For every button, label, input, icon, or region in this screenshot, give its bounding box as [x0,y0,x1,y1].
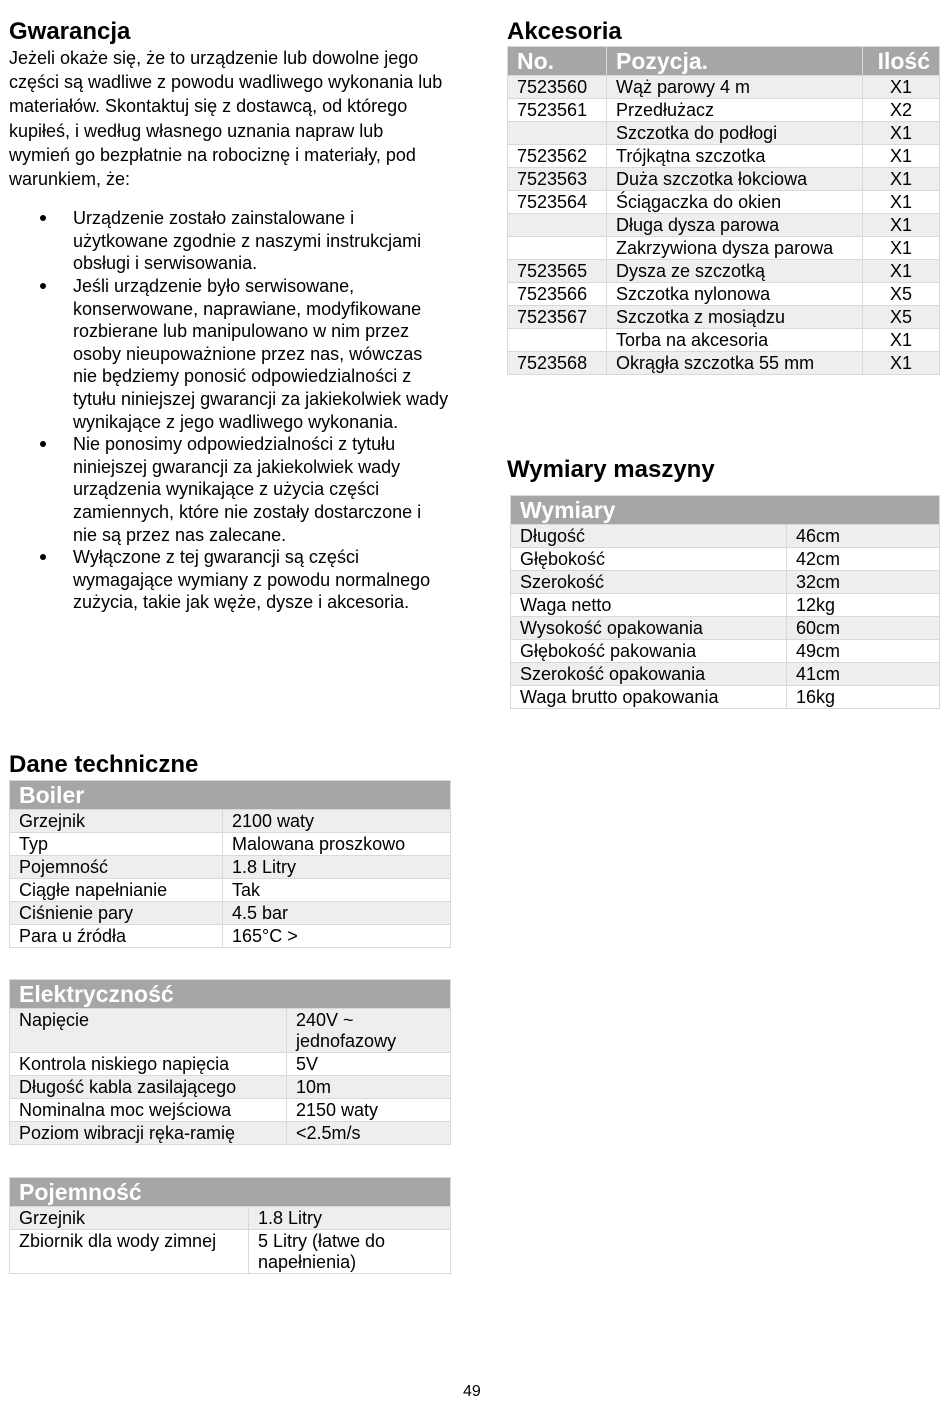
table-cell: X5 [863,306,940,329]
table-row [511,686,940,709]
table-cell: 7523563 [508,168,607,191]
table-cell: 16kg [787,686,940,709]
table-cell: Waga netto [511,594,787,617]
accessories-table [507,46,940,375]
electric-table [9,979,451,1145]
table-cell: Trójkątna szczotka [607,145,863,168]
page-number: 49 [463,1383,481,1400]
boiler-table-header: Boiler [10,781,451,810]
warranty-intro: Jeżeli okaże się, że to urządzenie lub dowolne jego części są wadliwe z powodu wadliwego wykonania lub materiałów. Skontaktuj się z dostawcą, od którego kupiłeś, i według własnego uznania napraw lub wymień go bezpłatnie na robociznę i materiały, pod warunkiem, że: [9,48,443,190]
table-row [10,810,451,833]
table-cell: Okrągła szczotka 55 mm [607,352,863,375]
list-item [9,546,449,614]
table-row [10,902,451,925]
accessories-table-body [508,76,940,375]
table-row [10,1207,451,1230]
table-cell: 5V [287,1053,451,1076]
list-item [9,275,449,433]
table-cell: 7523564 [508,191,607,214]
table-cell: Szerokość [511,571,787,594]
capacity-table [9,1177,451,1274]
table-row [508,145,940,168]
table-row [511,640,940,663]
table-row [10,1230,451,1274]
table-row [508,352,940,375]
bullet-icon [40,554,46,560]
table-cell: Szczotka do podłogi [607,122,863,145]
table-cell: Ściągaczka do okien [607,191,863,214]
table-row [511,525,940,548]
table-cell: Szerokość opakowania [511,663,787,686]
table-cell: 5 Litry (łatwe do napełnienia) [249,1230,451,1274]
table-row [10,1099,451,1122]
table-row [511,617,940,640]
table-cell: Waga brutto opakowania [511,686,787,709]
capacity-section [9,1177,450,1274]
table-row [508,168,940,191]
warranty-condition-text: Jeśli urządzenie było serwisowane, konserwowane, naprawiane, modyfikowane rozbierane lub manipulowano w nim przez osoby nieupoważnione przez nas, wówczas nie będziemy ponosić odpowiedzialności z tytułu niniejszej gwarancji za jakiekolwiek wady wynikające z jego wadliwego wykonania. [73,276,449,432]
column-header-item: Pozycja. [607,47,863,76]
table-cell: 7523566 [508,283,607,306]
table-cell: Głębokość pakowania [511,640,787,663]
column-header-no: No. [508,47,607,76]
table-cell: Dysza ze szczotką [607,260,863,283]
table-cell: 1.8 Litry [223,856,451,879]
table-cell: Głębokość [511,548,787,571]
table-cell: X1 [863,237,940,260]
table-cell: Nominalna moc wejściowa [10,1099,287,1122]
table-cell: Typ [10,833,223,856]
table-row [508,191,940,214]
warranty-conditions-list [9,207,449,614]
table-cell: Tak [223,879,451,902]
table-cell: X2 [863,99,940,122]
capacity-table-body [10,1207,451,1274]
table-row [508,76,940,99]
table-cell: Torba na akcesoria [607,329,863,352]
table-cell: 60cm [787,617,940,640]
table-cell: 1.8 Litry [249,1207,451,1230]
table-cell: X1 [863,76,940,99]
table-cell: 7523562 [508,145,607,168]
table-cell: 2150 waty [287,1099,451,1122]
boiler-table-body [10,810,451,948]
table-cell: 12kg [787,594,940,617]
accessories-title: Akcesoria [507,18,622,45]
table-cell: Poziom wibracji ręka-ramię [10,1122,287,1145]
table-cell: 240V ~ jednofazowy [287,1009,451,1053]
table-cell: Przedłużacz [607,99,863,122]
table-cell: Szczotka z mosiądzu [607,306,863,329]
table-row [10,1122,451,1145]
bullet-icon [40,283,46,289]
table-cell: Wąż parowy 4 m [607,76,863,99]
table-cell: 7523561 [508,99,607,122]
table-cell: Kontrola niskiego napięcia [10,1053,287,1076]
dimensions-table [510,495,940,709]
table-row [508,99,940,122]
bullet-icon [40,441,46,447]
table-cell: Malowana proszkowo [223,833,451,856]
table-cell: X1 [863,214,940,237]
bullet-icon [40,215,46,221]
table-cell: Długość [511,525,787,548]
table-cell: 7523560 [508,76,607,99]
table-row [508,237,940,260]
table-cell: X1 [863,168,940,191]
table-cell: X1 [863,352,940,375]
dimensions-title: Wymiary maszyny [507,456,715,483]
table-cell: Duża szczotka łokciowa [607,168,863,191]
table-row [511,571,940,594]
table-row [10,1009,451,1053]
table-cell: Zakrzywiona dysza parowa [607,237,863,260]
list-item [9,433,449,546]
table-cell [508,329,607,352]
warranty-title: Gwarancja [9,18,131,45]
table-row [10,833,451,856]
table-cell: 7523567 [508,306,607,329]
technical-data-title: Dane techniczne [9,751,199,778]
table-cell: X1 [863,145,940,168]
technical-data-section [9,751,450,948]
table-row [10,856,451,879]
table-cell: Para u źródła [10,925,223,948]
table-cell: 42cm [787,548,940,571]
boiler-table [9,780,451,948]
dimensions-table-body [511,525,940,709]
table-row [508,260,940,283]
table-cell: 49cm [787,640,940,663]
table-cell: Napięcie [10,1009,287,1053]
table-cell: X1 [863,260,940,283]
table-cell: Szczotka nylonowa [607,283,863,306]
table-row [508,122,940,145]
electric-table-header: Elektryczność [10,980,451,1009]
warranty-condition-text: Urządzenie zostało zainstalowane i użytkowane zgodnie z naszymi instrukcjami obsługi i serwisowania. [73,208,422,274]
table-row [10,879,451,902]
table-row [508,306,940,329]
table-cell: Grzejnik [10,1207,249,1230]
column-header-quantity: Ilość [863,47,940,76]
warranty-condition-text: Nie ponosimy odpowiedzialności z tytułu niniejszej gwarancji za jakiekolwiek wady urządzenia wynikające z użycia części zamiennych, które nie zostały dostarczone i nie są przez nas zalecane. [73,434,422,545]
table-row [511,594,940,617]
table-cell: 10m [287,1076,451,1099]
table-cell: Długa dysza parowa [607,214,863,237]
table-cell: 2100 waty [223,810,451,833]
table-cell: 4.5 bar [223,902,451,925]
table-row [10,925,451,948]
table-cell [508,214,607,237]
table-cell: X1 [863,329,940,352]
table-cell: Ciśnienie pary [10,902,223,925]
electric-section [9,979,450,1145]
capacity-table-header: Pojemność [10,1178,451,1207]
table-row [511,663,940,686]
table-cell [508,237,607,260]
table-row [10,1053,451,1076]
table-cell: 7523565 [508,260,607,283]
dimensions-section [507,456,939,709]
table-cell: <2.5m/s [287,1122,451,1145]
table-cell: Ciągłe napełnianie [10,879,223,902]
table-cell: 32cm [787,571,940,594]
table-cell: X1 [863,191,940,214]
table-cell: 7523568 [508,352,607,375]
table-row [508,329,940,352]
electric-table-body [10,1009,451,1145]
table-cell: Pojemność [10,856,223,879]
dimensions-table-header: Wymiary [511,496,940,525]
accessories-section [507,18,939,375]
table-row [508,214,940,237]
table-cell: Grzejnik [10,810,223,833]
table-cell: X5 [863,283,940,306]
table-cell: 46cm [787,525,940,548]
table-cell [508,122,607,145]
table-cell: Długość kabla zasilającego [10,1076,287,1099]
table-cell: 165°C > [223,925,451,948]
table-cell: Wysokość opakowania [511,617,787,640]
warranty-section [9,18,449,614]
table-cell: X1 [863,122,940,145]
table-row [10,1076,451,1099]
table-cell: 41cm [787,663,940,686]
table-row [508,283,940,306]
table-cell: Zbiornik dla wody zimnej [10,1230,249,1274]
list-item [9,207,449,275]
table-row [511,548,940,571]
warranty-condition-text: Wyłączone z tej gwarancji są części wymagające wymiany z powodu normalnego zużycia, takie jak węże, dysze i akcesoria. [73,547,431,613]
